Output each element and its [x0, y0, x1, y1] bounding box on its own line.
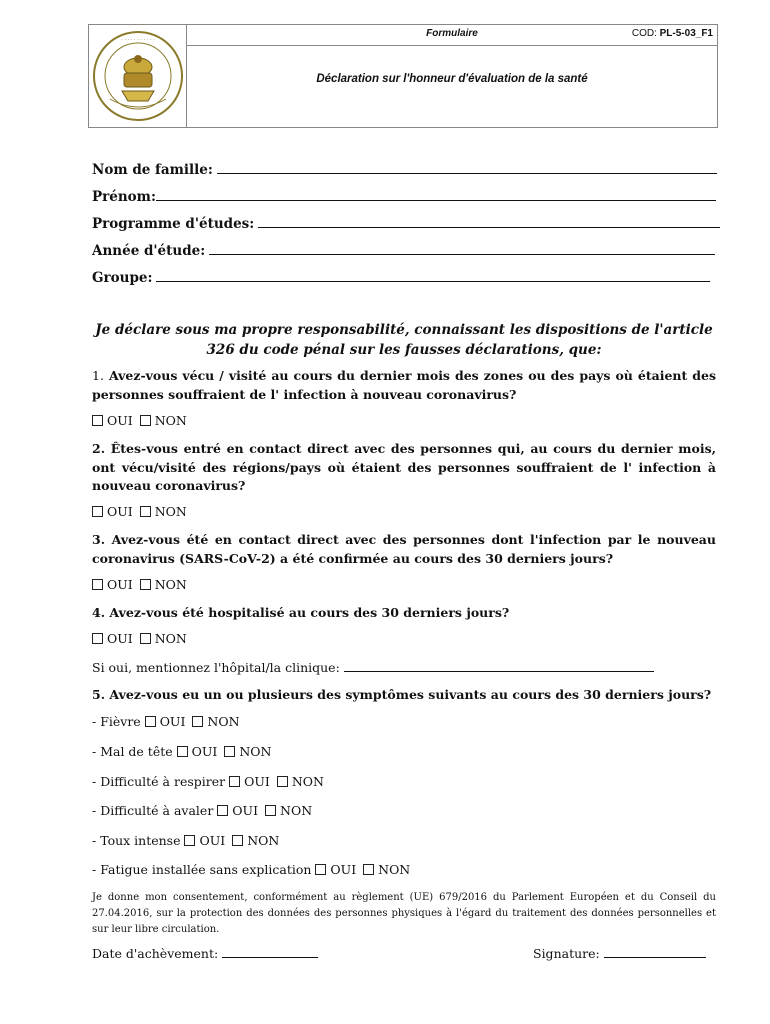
checkbox-oui[interactable] [315, 864, 326, 875]
checkbox-oui[interactable] [92, 415, 103, 426]
field-programme-line[interactable] [258, 227, 720, 228]
question-4: 4. Avez-vous été hospitalisé au cours des 30 derniers jours? [92, 605, 510, 620]
checkbox-non[interactable] [277, 776, 288, 787]
answer-3: OUI NON [92, 577, 187, 592]
symptom-row: - Mal de tête OUI NON [92, 744, 272, 759]
symptom-row: - Toux intense OUI NON [92, 833, 280, 848]
checkbox-oui[interactable] [177, 746, 188, 757]
field-programme [92, 212, 720, 232]
hospital-label: Si oui, mentionnez l'hôpital/la clinique: [92, 660, 340, 675]
form-label: Formulaire [426, 28, 478, 39]
field-prenom [92, 185, 716, 205]
field-nom-line[interactable] [217, 173, 717, 174]
symptom-row: - Fatigue installée sans explication OUI NON [92, 862, 411, 877]
checkbox-oui[interactable] [217, 805, 228, 816]
checkbox-non[interactable] [232, 835, 243, 846]
gdpr-consent: Je donne mon consentement, conformément au règlement (UE) 679/2016 du Parlement Européen et du Conseil du 27.04.2016, sur la protection des données des personnes physiques à l'égard du traitement des données personnelles et sur leur libre circulation. [92, 892, 716, 935]
form-code: COD: PL-5-03_F1 [631, 28, 713, 39]
checkbox-non[interactable] [140, 506, 151, 517]
checkbox-non[interactable] [224, 746, 235, 757]
date-label: Date d'achèvement: [92, 946, 219, 961]
field-nom-label: Nom de famille: [92, 162, 213, 178]
signature-line[interactable] [604, 947, 706, 958]
question-5: 5. Avez-vous eu un ou plusieurs des symptômes suivants au cours des 30 derniers jours? [92, 687, 712, 702]
field-groupe-line[interactable] [156, 281, 710, 282]
field-groupe [92, 266, 710, 286]
checkbox-oui[interactable] [92, 579, 103, 590]
answer-4: OUI NON [92, 631, 187, 646]
checkbox-non[interactable] [265, 805, 276, 816]
field-prenom-label: Prénom: [92, 189, 156, 205]
checkbox-oui[interactable] [184, 835, 195, 846]
completion-date [92, 946, 318, 961]
field-nom [92, 158, 717, 178]
checkbox-oui[interactable] [92, 633, 103, 644]
question-2: 2. Êtes-vous entré en contact direct avec des personnes qui, au cours du dernier mois, ont vécu/visité des régions/pays où étaient des personnes souffraient de l' infection à nouveau coronavirus? [92, 441, 716, 493]
field-programme-label: Programme d'études: [92, 216, 255, 232]
declaration-intro: Je déclare sous ma propre responsabilité, connaissant les dispositions de l'article 326 du code pénal sur les fausses déclarations, que: [95, 322, 713, 358]
svg-text:· · · · · · · · · · ·: · · · · · · · · · · · [121, 37, 155, 43]
answer-2: OUI NON [92, 504, 187, 519]
date-line[interactable] [222, 947, 318, 958]
symptom-row: - Difficulté à avaler OUI NON [92, 803, 313, 818]
university-seal-logo [92, 29, 184, 123]
checkbox-oui[interactable] [229, 776, 240, 787]
header-top-row [187, 25, 717, 46]
field-groupe-label: Groupe: [92, 270, 153, 286]
field-annee-line[interactable] [209, 254, 715, 255]
field-annee [92, 239, 715, 259]
field-prenom-line[interactable] [156, 200, 716, 201]
question-3: 3. Avez-vous été en contact direct avec des personnes dont l'infection par le nouveau coronavirus (SARS-CoV-2) a été confirmée au cours des 30 derniers jours? [92, 532, 716, 566]
symptom-row: - Fièvre OUI NON [92, 714, 240, 729]
checkbox-non[interactable] [363, 864, 374, 875]
checkbox-non[interactable] [192, 716, 203, 727]
checkbox-non[interactable] [140, 579, 151, 590]
checkbox-non[interactable] [140, 633, 151, 644]
logo-cell [89, 25, 187, 127]
symptom-row: - Difficulté à respirer OUI NON [92, 774, 324, 789]
signature-label: Signature: [533, 946, 600, 961]
answer-1: OUI NON [92, 413, 187, 428]
hospital-field [92, 660, 654, 675]
checkbox-non[interactable] [140, 415, 151, 426]
checkbox-oui[interactable] [145, 716, 156, 727]
signature [533, 946, 706, 961]
question-1: 1. Avez-vous vécu / visité au cours du dernier mois des zones ou des pays où étaient des personnes souffraient de l' infection à nouveau coronavirus? [92, 368, 716, 402]
form-title: Déclaration sur l'honneur d'évaluation de la santé [316, 73, 588, 85]
field-annee-label: Année d'étude: [92, 243, 206, 259]
form-header [88, 24, 718, 128]
hospital-line[interactable] [344, 661, 654, 672]
checkbox-oui[interactable] [92, 506, 103, 517]
